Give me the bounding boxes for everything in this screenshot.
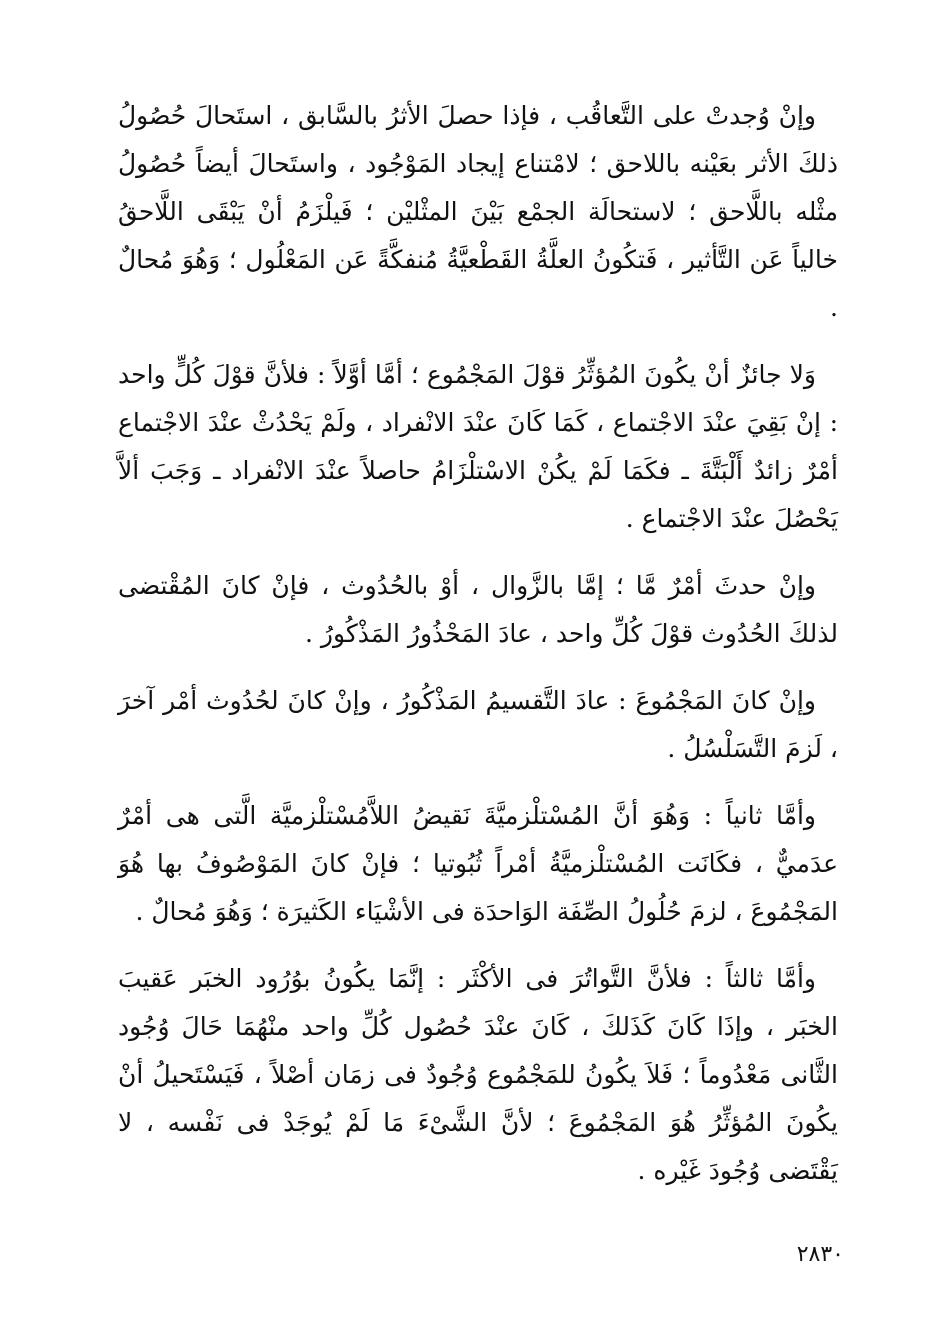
page-number: ٢٨٣٠: [796, 1242, 844, 1267]
paragraph-1: وإنْ وُجدتْ على التَّعاقُب ، فإذا حصلَ الأثرُ بالسَّابق ، استَحالَ حُصُولُ ذلكَ الأثر بعَيْنه باللاحق ؛ لامْتناع إيجاد المَوْجُود ، واستَحالَ أيضاً حُصُولُ مثْله باللَّاحق ؛ لاستحالَة الجمْع بَيْنَ المثْليْن ؛ فَيلْزَمُ أنْ يَبْقَى اللَّاحقُ خالياً عَن التَّأثير ، فَتكُونُ العلَّةُ القَطْعيَّةُ مُنفكَّةً عَن المَعْلُول ؛ وَهُوَ مُحالٌ .: [118, 101, 838, 322]
paragraph-2: وَلا جائزٌ أنْ يكُونَ المُؤثِّرُ قوْلَ المَجْمُوع ؛ أمَّا أوَّلاً : فلأنَّ قوْلَ كُلٍّ واحد : إنْ بَقِيَ عنْدَ الاجْتماع ، كَمَا كَانَ عنْدَ الانْفراد ، ولَمْ يَحْدُثْ عنْدَ الاجْتماع أمْرٌ زائدٌ أَلْبَتَّةَ ـ فكَمَا لَمْ يكُنْ الاسْتلْزَامُ حاصلاً عنْدَ الانْفراد ـ وَجَبَ ألاَّ يَحْصُلَ عنْدَ الاجْتماع .: [118, 360, 838, 533]
body-text: [118, 92, 838, 1214]
paragraph-4: وإنْ كانَ المَجْمُوعَ : عادَ التَّقسيمُ المَذْكُورُ ، وإنْ كانَ لحُدُوث أمْر آخرَ ، لَزمَ التَّسَلْسُلُ .: [118, 686, 838, 763]
paragraph-6: وأمَّا ثالثاً : فلأنَّ التَّواتُرَ فى الأكْثَر : إنَّمَا يكُونُ بوُرُود الخبَر عَقيبَ الخبَر ، وإذَا كَانَ كَذَلكَ ، كَانَ عنْدَ حُصُول كُلِّ واحد منْهُمَا حَالَ وُجُود الثَّانى مَعْدُوماً ؛ فَلاَ يكُونُ للمَجْمُوع وُجُودٌ فى زمَان أصْلاً ، فَيَسْتَحيلُ أنْ يكُونَ المُؤثِّرُ هُوَ المَجْمُوعَ ؛ لأنَّ الشَّىْءَ مَا لَمْ يُوجَدْ فى نَفْسه ، لا يَقْتَضى وُجُودَ غَيْره .: [118, 964, 838, 1185]
paragraph-5: وأمَّا ثانياً : وَهُوَ أنَّ المُسْتلْزميَّةَ نَقيضُ اللاَّمُسْتلْزميَّة الَّتى هى أمْرٌ عدَميٌّ ، فكَانَت المُسْتلْزميَّةُ أمْراً ثُبُوتيا ؛ فإنْ كانَ المَوْصُوفُ بها هُوَ المَجْمُوعَ ، لزمَ حُلُولُ الصِّفَة الوَاحدَة فى الأشْيَاء الكَثيرَة ؛ وَهُوَ مُحالٌ .: [118, 801, 838, 926]
paragraph-3: وإنْ حدثَ أمْرٌ مَّا ؛ إمَّا بالزَّوال ، أوْ بالحُدُوث ، فإنْ كانَ المُقْتضى لذلكَ الحُدُوث قوْلَ كُلِّ واحد ، عادَ المَحْذُورُ المَذْكُورُ .: [118, 571, 838, 648]
